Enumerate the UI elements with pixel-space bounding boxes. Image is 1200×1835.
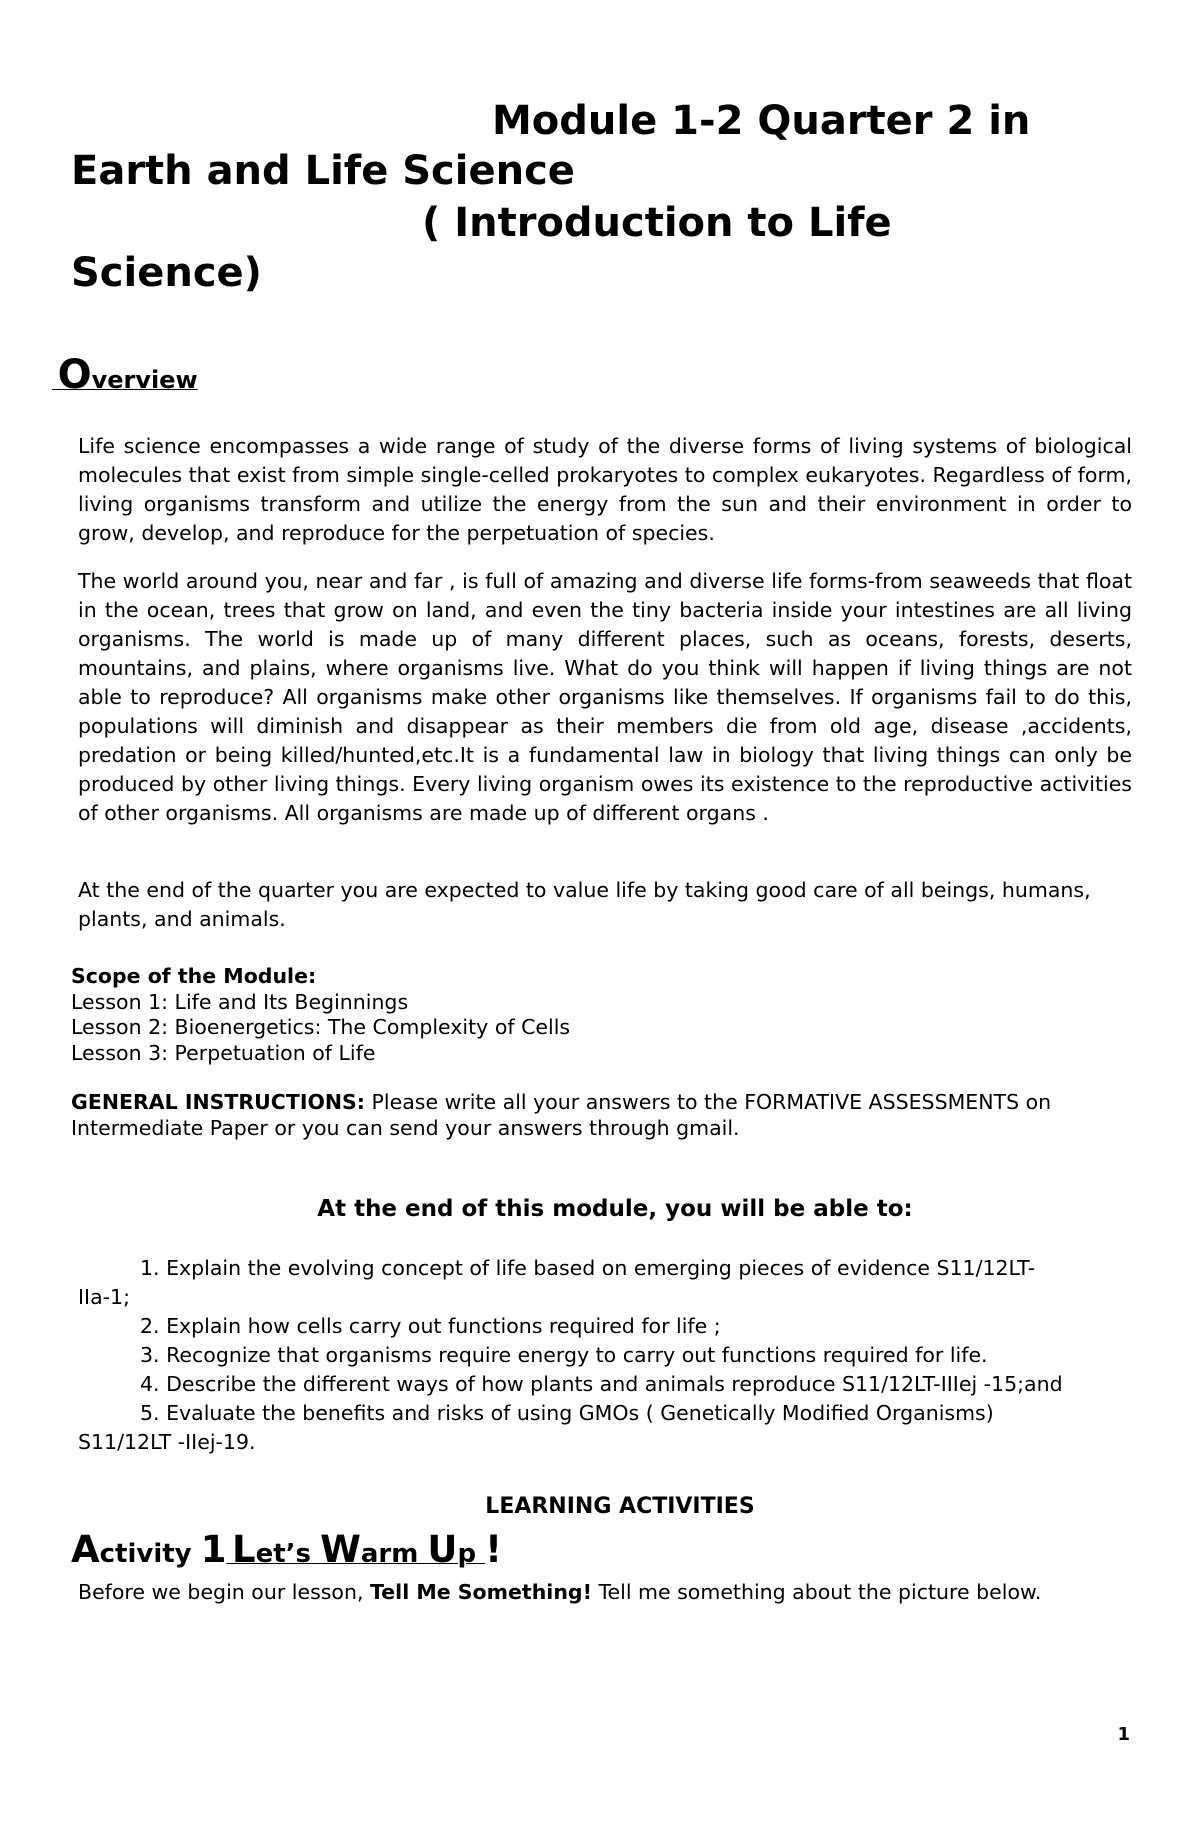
prompt-after: Tell me something about the picture below.: [591, 1580, 1042, 1604]
overview-heading-initial: O: [57, 352, 92, 398]
title-line-2: Earth and Life Science: [71, 148, 575, 194]
activity-title-exclaim: !: [485, 1528, 502, 1571]
activity-title-u-rest: p: [457, 1539, 486, 1569]
title-line-3: ( Introduction to Life: [422, 200, 892, 246]
title-line-1: Module 1-2 Quarter 2 in: [492, 98, 1031, 144]
activity-title-w: W: [320, 1528, 361, 1571]
overview-paragraph-3: At the end of the quarter you are expected to value life by taking good care of all beings, humans, plants, and animals.: [78, 878, 1091, 931]
prompt-before: Before we begin our lesson,: [78, 1580, 370, 1604]
objectives-heading: At the end of this module, you will be able to:: [317, 1196, 913, 1222]
overview-paragraph-2: The world around you, near and far , is full of amazing and diverse life forms-from seaweeds that float in the ocean, trees that grow on land, and even the tiny bacteria inside your intestines are all living organisms. The world is made up of many different places, such as oceans, forests, deserts, mountains, and plains, where organisms live. What do you think will happen if living things are not able to reproduce? All organisms make other organisms like themselves. If organisms fail to do this, populations will diminish and disappear as their members die from old age, disease ,accidents, predation or being killed/hunted,etc.It is a fundamental law in biology that living things can only be produced by other living things. Every living organism owes its existence to the reproductive activities of other organisms. All organisms are made up of different organs .: [78, 569, 1132, 825]
instructions-label: GENERAL INSTRUCTIONS:: [71, 1090, 366, 1114]
objective-3: 3. Recognize that organisms require energy to carry out functions required for life.: [140, 1343, 988, 1367]
activity-title-a: A: [71, 1528, 100, 1571]
instructions-text: Please write all your answers to the FORMATIVE ASSESSMENTS on Intermediate Paper or you can send your answers through gmail.: [71, 1090, 1052, 1140]
learning-activities-heading: LEARNING ACTIVITIES: [485, 1494, 755, 1519]
objective-4: 4. Describe the different ways of how plants and animals reproduce S11/12LT-IIIej -15;and: [140, 1372, 1063, 1396]
activity-title-u: U: [427, 1528, 458, 1571]
general-instructions: [71, 1090, 1131, 1141]
overview-heading-rest: verview: [91, 366, 198, 394]
prompt-bold: Tell Me Something!: [370, 1580, 592, 1604]
objective-2: 2. Explain how cells carry out functions required for life ;: [140, 1314, 721, 1338]
objective-5: 5. Evaluate the benefits and risks of using GMOs ( Genetically Modified Organisms): [140, 1401, 994, 1425]
objective-1-continued: IIa-1;: [78, 1285, 131, 1309]
activity-title-l: L: [232, 1528, 256, 1571]
activity-title-l-rest: et’s: [255, 1539, 321, 1569]
overview-heading: [52, 352, 198, 398]
activity-1-title: [71, 1528, 502, 1571]
activity-title-w-rest: arm: [360, 1539, 428, 1569]
activity-prompt: [78, 1578, 1041, 1607]
title-line-4: Science): [71, 250, 262, 296]
overview-paragraph-1: Life science encompasses a wide range of study of the diverse forms of living systems of biological molecules that exist from simple single-celled prokaryotes to complex eukaryotes. Regardless of form, living organisms transform and utilize the energy from the sun and their environment in order to grow, develop, and reproduce for the perpetuation of species.: [78, 434, 1132, 545]
scope-lesson-3: Lesson 3: Perpetuation of Life: [71, 1040, 376, 1065]
page-number: 1: [1117, 1724, 1130, 1745]
objective-1: 1. Explain the evolving concept of life based on emerging pieces of evidence S11/12LT-: [140, 1256, 1036, 1280]
activity-title-a-rest: ctivity: [99, 1539, 201, 1569]
activity-title-number: 1: [200, 1528, 227, 1571]
objective-5-continued: S11/12LT -IIej-19.: [78, 1430, 256, 1454]
scope-heading: Scope of the Module:: [71, 964, 317, 988]
scope-lesson-2: Lesson 2: Bioenergetics: The Complexity of Cells: [71, 1015, 571, 1039]
scope-section: [71, 964, 1131, 1066]
scope-lesson-1: Lesson 1: Life and Its Beginnings: [71, 989, 409, 1014]
objectives-list: [78, 1254, 1132, 1457]
